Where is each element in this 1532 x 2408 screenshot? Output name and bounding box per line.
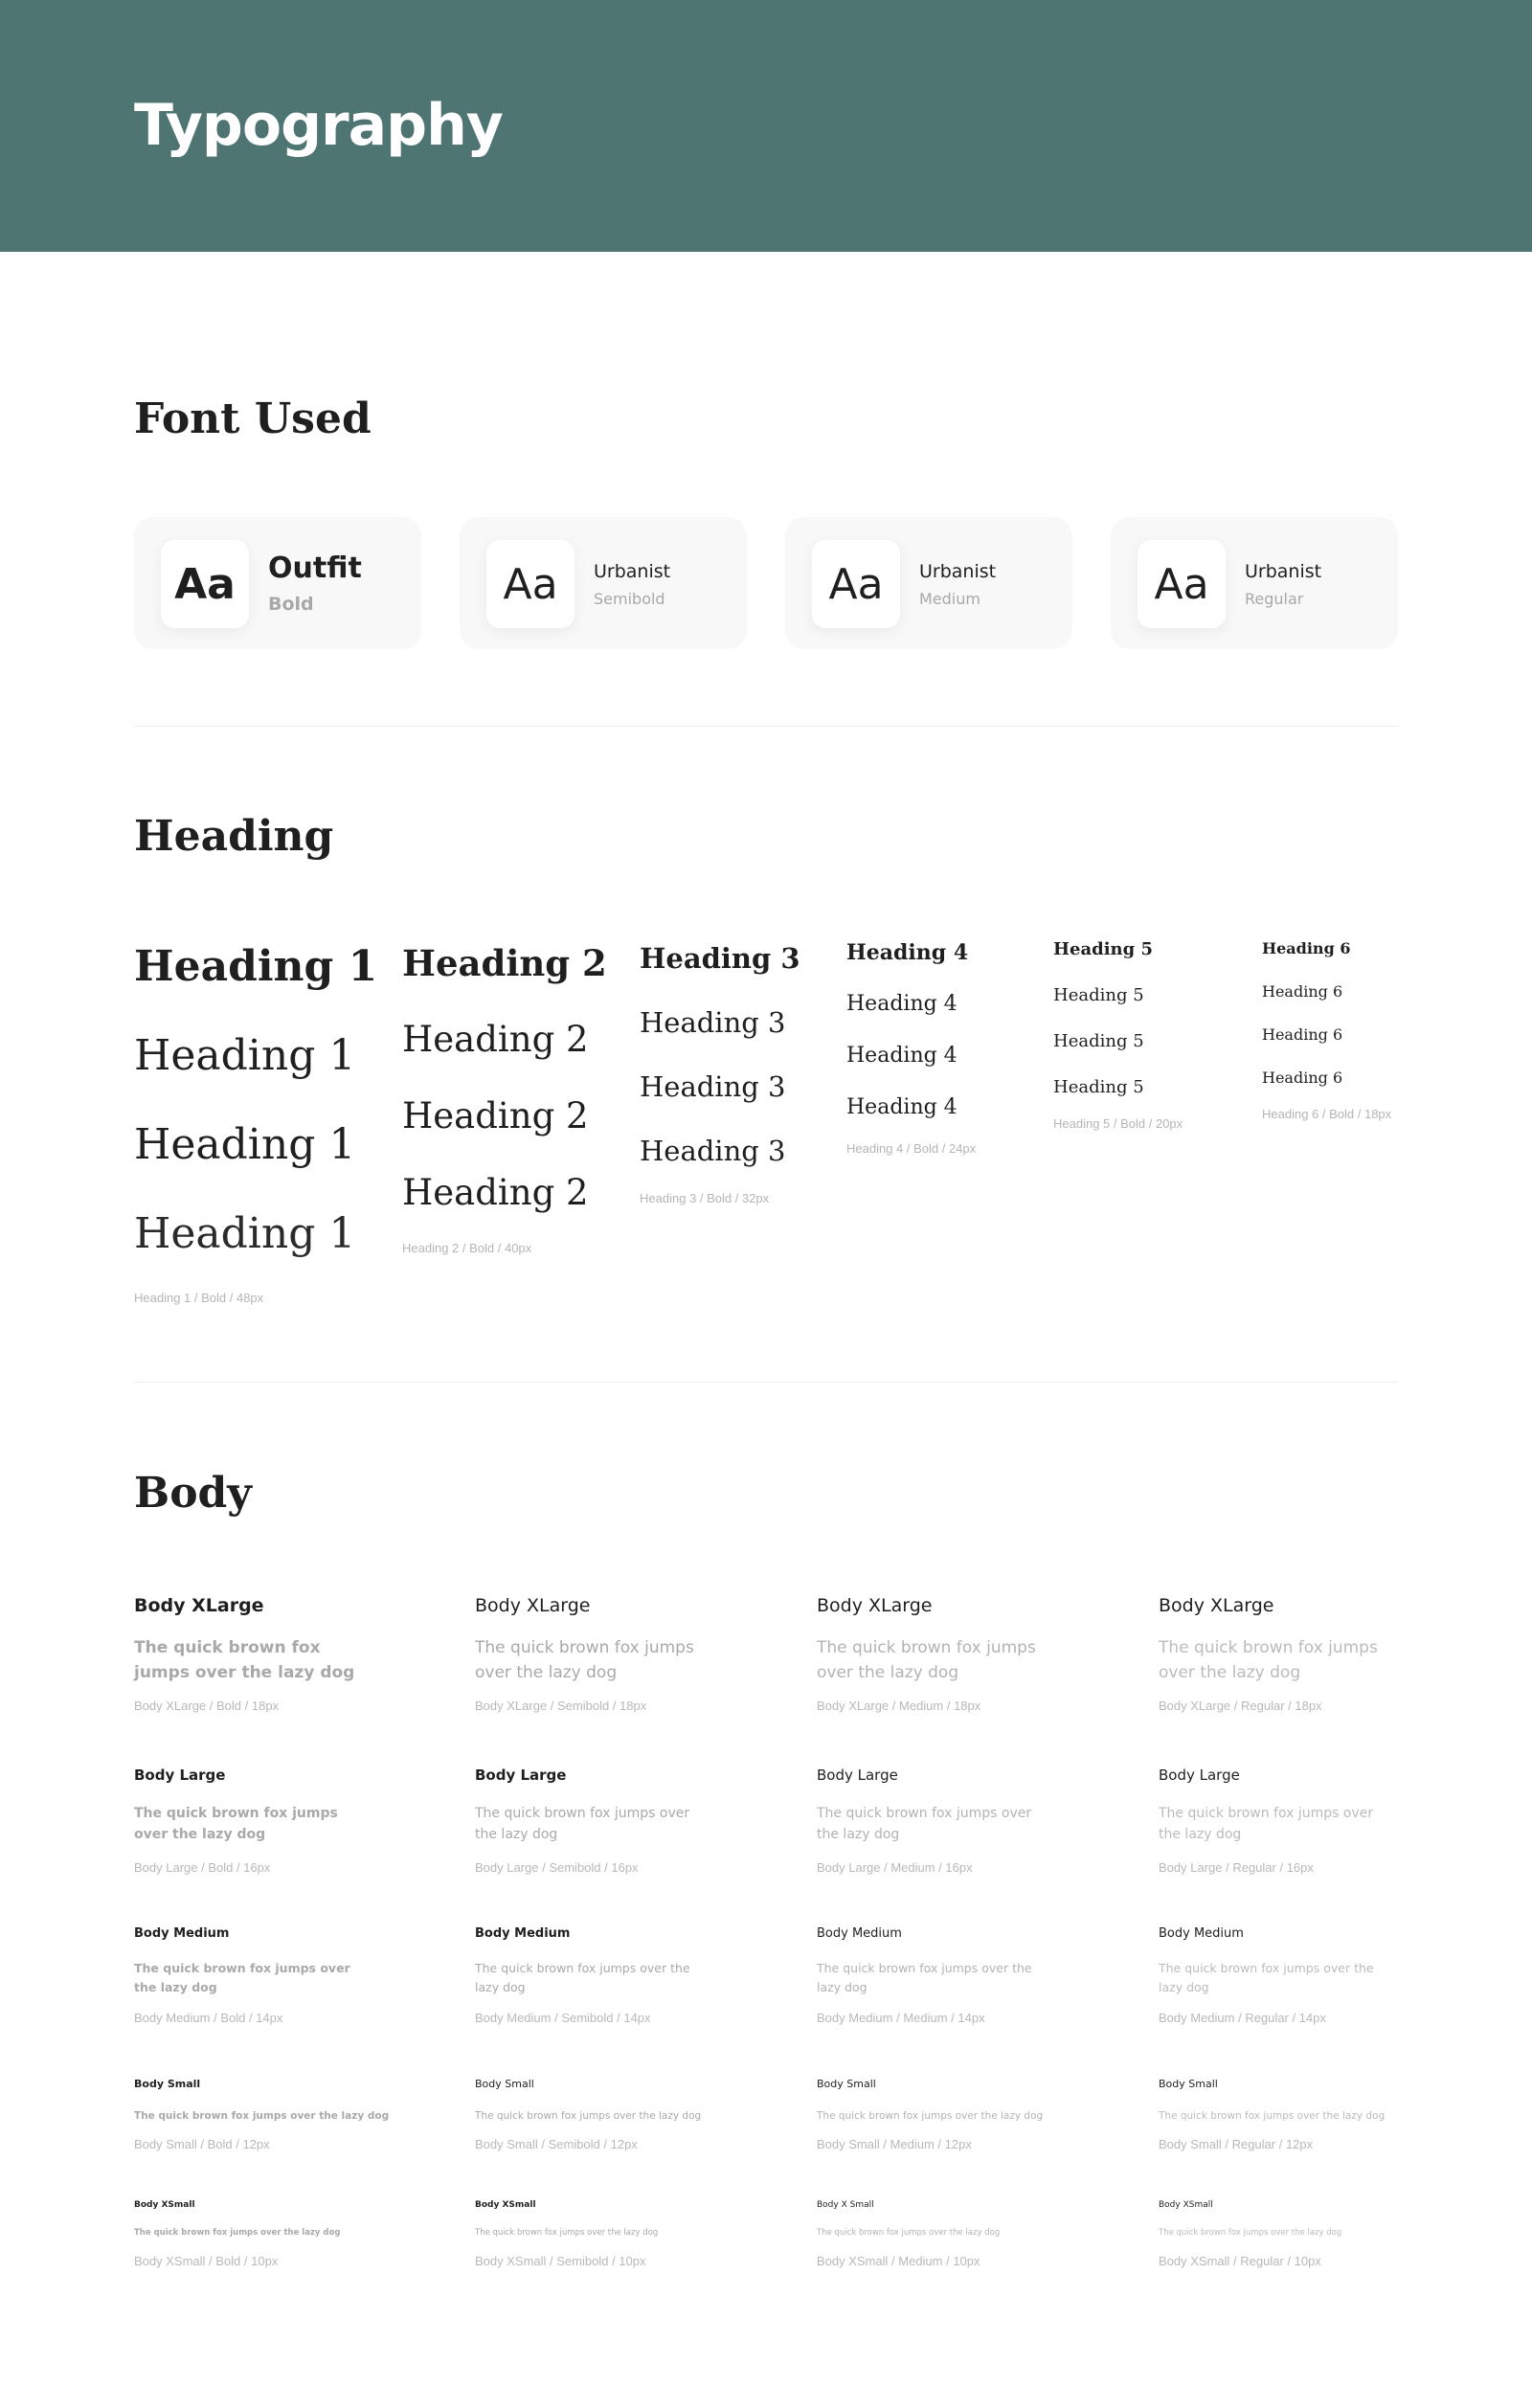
body-style-spec: Body XLarge / Bold / 18px (134, 1699, 280, 1713)
heading-3-spec: Heading 3 / Bold / 32px (640, 1191, 770, 1205)
body-style-title: Body Medium (817, 1926, 902, 1941)
body-style-title: Body Small (817, 2078, 876, 2090)
body-sample-text: The quick brown fox jumps over the lazy dog (475, 2110, 702, 2122)
heading-4-sample: Heading 4 (846, 1044, 958, 1068)
heading-2-sample: Heading 2 (402, 1095, 589, 1136)
font-card (785, 517, 1072, 649)
heading-6-sample: Heading 6 (1262, 1069, 1343, 1087)
body-style-spec: Body Large / Semibold / 16px (475, 1860, 639, 1875)
heading-2-sample: Heading 2 (402, 1172, 589, 1213)
font-name: Urbanist (1245, 561, 1322, 582)
body-style-spec: Body XLarge / Semibold / 18px (475, 1699, 647, 1713)
body-style-spec: Body XSmall / Medium / 10px (817, 2254, 980, 2268)
body-sample-text: The quick brown fox jumps over the lazy dog (1159, 1638, 1378, 1682)
heading-2-spec: Heading 2 / Bold / 40px (402, 1241, 532, 1255)
heading-6-sample: Heading 6 (1262, 939, 1351, 957)
heading-1-sample: Heading 1 (134, 1209, 356, 1258)
body-style-title: Body Large (475, 1767, 567, 1784)
body-style-title: Body Small (134, 2078, 201, 2090)
font-weight: Medium (919, 590, 980, 608)
font-card (134, 517, 421, 649)
font-sample: Aa (161, 540, 249, 628)
body-style-spec: Body Medium / Semibold / 14px (475, 2011, 651, 2025)
body-sample-text: The quick brown fox jumps over the lazy dog (817, 2228, 1001, 2238)
font-sample: Aa (486, 540, 574, 628)
body-style-title: Body XLarge (134, 1595, 264, 1616)
heading-3-sample: Heading 3 (640, 1135, 786, 1167)
heading-5-sample: Heading 5 (1053, 939, 1154, 959)
section-title-heading: Heading (134, 812, 334, 861)
body-style-spec: Body Medium / Regular / 14px (1159, 2011, 1326, 2025)
font-card (1111, 517, 1398, 649)
header-banner (0, 0, 1532, 252)
heading-1-sample: Heading 1 (134, 1120, 356, 1169)
body-style-title: Body XSmall (475, 2200, 536, 2210)
font-weight: Bold (268, 594, 314, 615)
body-style-title: Body Small (475, 2078, 534, 2090)
heading-5-sample: Heading 5 (1053, 1031, 1144, 1051)
body-style-spec: Body Small / Regular / 12px (1159, 2137, 1314, 2151)
body-sample-text: The quick brown fox jumps over the lazy dog (1159, 1961, 1374, 1994)
body-sample-text: The quick brown fox jumps over the lazy dog (817, 1961, 1032, 1994)
body-style-title: Body XLarge (475, 1595, 591, 1616)
divider (134, 726, 1398, 727)
body-style-title: Body Large (134, 1767, 226, 1784)
heading-1-sample: Heading 1 (134, 942, 378, 991)
heading-3-sample: Heading 3 (640, 942, 800, 975)
body-style-title: Body Large (1159, 1767, 1240, 1784)
body-style-title: Body Medium (475, 1926, 571, 1941)
body-style-spec: Body Large / Regular / 16px (1159, 1860, 1314, 1875)
heading-2-sample: Heading 2 (402, 942, 607, 984)
body-sample-text: The quick brown fox jumps over the lazy dog (134, 1806, 338, 1842)
body-style-spec: Body Small / Medium / 12px (817, 2137, 972, 2151)
body-style-title: Body Large (817, 1767, 898, 1784)
font-name: Outfit (268, 551, 362, 585)
divider (134, 1382, 1398, 1383)
heading-5-spec: Heading 5 / Bold / 20px (1053, 1116, 1183, 1131)
body-style-spec: Body XLarge / Medium / 18px (817, 1699, 981, 1713)
body-style-spec: Body Medium / Bold / 14px (134, 2011, 283, 2025)
heading-6-spec: Heading 6 / Bold / 18px (1262, 1107, 1392, 1121)
body-sample-text: The quick brown fox jumps over the lazy dog (475, 1961, 690, 1994)
body-style-title: Body X Small (817, 2200, 874, 2210)
heading-6-sample: Heading 6 (1262, 982, 1343, 1001)
body-sample-text: The quick brown fox jumps over the lazy dog (817, 1806, 1032, 1842)
body-sample-text: The quick brown fox jumps over the lazy dog (1159, 1806, 1374, 1842)
page-title: Typography (134, 92, 503, 159)
body-style-spec: Body XSmall / Semibold / 10px (475, 2254, 646, 2268)
body-sample-text: The quick brown fox jumps over the lazy dog (1159, 2228, 1342, 2238)
font-card (460, 517, 747, 649)
body-style-title: Body XLarge (817, 1595, 933, 1616)
body-style-spec: Body Small / Bold / 12px (134, 2137, 270, 2151)
body-sample-text: The quick brown fox jumps over the lazy dog (134, 2110, 390, 2122)
section-title-fonts: Font Used (134, 394, 372, 443)
font-weight: Regular (1245, 590, 1304, 608)
body-sample-text: The quick brown fox jumps over the lazy dog (817, 2110, 1044, 2122)
font-sample: Aa (812, 540, 900, 628)
body-sample-text: The quick brown fox jumps over the lazy dog (475, 1638, 694, 1682)
body-sample-text: The quick brown fox jumps over the lazy dog (134, 2228, 341, 2238)
heading-1-spec: Heading 1 / Bold / 48px (134, 1291, 264, 1305)
font-weight: Semibold (594, 590, 665, 608)
body-style-title: Body XSmall (1159, 2200, 1213, 2210)
heading-6-sample: Heading 6 (1262, 1025, 1343, 1044)
body-style-title: Body Medium (134, 1926, 230, 1941)
heading-5-sample: Heading 5 (1053, 985, 1144, 1005)
body-style-spec: Body Medium / Medium / 14px (817, 2011, 985, 2025)
body-style-title: Body Medium (1159, 1926, 1244, 1941)
section-title-body: Body (134, 1469, 252, 1518)
body-style-title: Body Small (1159, 2078, 1218, 2090)
heading-5-sample: Heading 5 (1053, 1077, 1144, 1097)
body-sample-text: The quick brown fox jumps over the lazy dog (475, 2228, 659, 2238)
body-style-spec: Body Small / Semibold / 12px (475, 2137, 638, 2151)
body-sample-text: The quick brown fox jumps over the lazy dog (134, 1961, 350, 1994)
body-sample-text: The quick brown fox jumps over the lazy dog (475, 1806, 690, 1842)
body-style-spec: Body XSmall / Regular / 10px (1159, 2254, 1321, 2268)
body-style-spec: Body Large / Bold / 16px (134, 1860, 271, 1875)
font-name: Urbanist (919, 561, 997, 582)
heading-4-sample: Heading 4 (846, 992, 958, 1016)
heading-4-sample: Heading 4 (846, 940, 969, 965)
body-style-spec: Body XLarge / Regular / 18px (1159, 1699, 1322, 1713)
heading-4-spec: Heading 4 / Bold / 24px (846, 1141, 977, 1156)
heading-2-sample: Heading 2 (402, 1019, 589, 1060)
body-style-spec: Body XSmall / Bold / 10px (134, 2254, 279, 2268)
heading-3-sample: Heading 3 (640, 1070, 786, 1103)
heading-4-sample: Heading 4 (846, 1095, 958, 1119)
heading-3-sample: Heading 3 (640, 1006, 786, 1039)
heading-1-sample: Heading 1 (134, 1031, 356, 1080)
body-sample-text: The quick brown fox jumps over the lazy dog (1159, 2110, 1386, 2122)
body-style-spec: Body Large / Medium / 16px (817, 1860, 973, 1875)
font-sample: Aa (1138, 540, 1226, 628)
body-sample-text: The quick brown fox jumps over the lazy dog (134, 1638, 355, 1682)
font-name: Urbanist (594, 561, 671, 582)
body-style-title: Body XLarge (1159, 1595, 1274, 1616)
body-sample-text: The quick brown fox jumps over the lazy dog (817, 1638, 1036, 1682)
body-style-title: Body XSmall (134, 2200, 195, 2210)
